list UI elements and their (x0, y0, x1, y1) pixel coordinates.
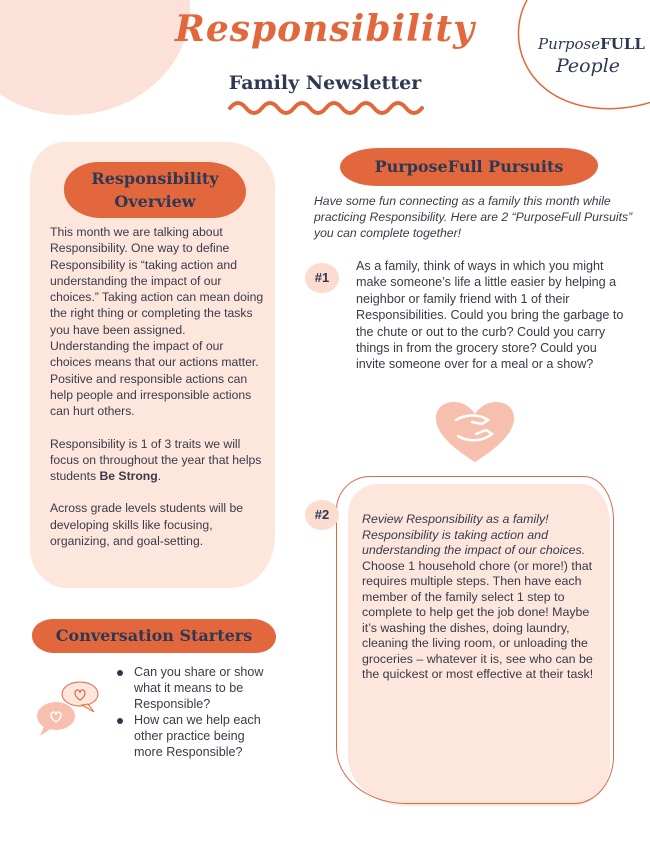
overview-paragraph-3: Across grade levels students will be developing skills like focusing, organizing, and goal-setting. (50, 501, 244, 549)
be-strong-text: Be Strong (99, 469, 158, 484)
logo-text-full: FULL (600, 35, 645, 53)
conversation-heading: Conversation Starters (32, 619, 276, 653)
wave-divider-icon (226, 96, 426, 116)
overview-paragraph-1: This month we are talking about Responsibility. One way to define Responsibility is “taking action and understanding the impact of our choices.” Taking action can mean doing the right thing or completing the tasks you have been assigned. Understanding the impact of our choices means that our actions matter. Positive and responsible actions can help people and irresponsible actions can hurt others. (50, 225, 264, 419)
pursuit-number-2: #2 (305, 500, 339, 530)
list-item: How can we help each other practice being more Responsible? (114, 712, 264, 760)
page-subtitle: Family Newsletter (228, 72, 422, 94)
pursuit-2-body: Choose 1 household chore (or more!) that requires multiple steps. Then have each member of the family select 1 step to complete to help get the job done! Maybe it’s washing the dishes, doing laundry, cleaning the living room, or unloading the groceries – whatever it is, see who can be the quickest or most effective at their task! (362, 558, 594, 681)
pursuit-2-italic: Review Responsibility as a family! Responsibility is taking action and understanding the impact of our choices. (362, 512, 586, 557)
overview-paragraph-2 (50, 436, 264, 485)
overview-p2-text: Responsibility is 1 of 3 traits we will focus on throughout the year that helps students (50, 436, 262, 484)
conversation-starters-list (114, 664, 264, 760)
overview-heading (64, 162, 246, 218)
helping-hands-heart-icon (436, 402, 514, 464)
pursuit-2-text (362, 512, 596, 683)
list-item: Can you share or show what it means to be Responsible? (114, 664, 264, 712)
chat-bubbles-icon (36, 678, 106, 738)
pursuits-heading: PurposeFull Pursuits (340, 148, 598, 186)
pursuit-number-1: #1 (305, 263, 339, 293)
overview-p2-end: . (157, 469, 162, 484)
overview-heading-line2: Overview (114, 192, 196, 211)
overview-heading-line1: Responsibility (91, 169, 219, 188)
pursuits-intro: Have some fun connecting as a family this month while practicing Responsibility. Here are 2 “PurposeFull Pursuits” you can complete together! (314, 194, 633, 240)
pursuit-1-text: As a family, think of ways in which you might make someone’s life a little easier by helping a neighbor or family friend with 1 of their Responsibilities. Could you bring the garbage to the chute or out to the curb? Could you carry things in from the grocery store? Could you invite someone over for a meal or a show? (356, 259, 624, 372)
overview-body (50, 224, 264, 565)
logo-text-people: People (555, 55, 621, 77)
purposefull-people-logo (538, 33, 645, 77)
logo-text-purpose: Purpose (538, 35, 601, 53)
page-title: Responsibility (174, 8, 476, 50)
